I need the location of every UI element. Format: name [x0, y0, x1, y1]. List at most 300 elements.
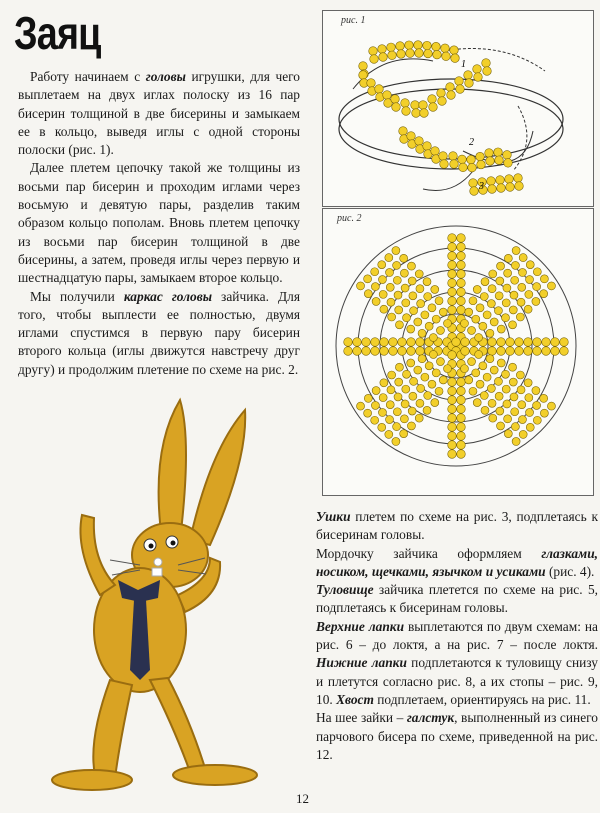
bead	[438, 97, 447, 106]
bead	[547, 282, 555, 290]
bead	[385, 430, 393, 438]
bead	[371, 401, 379, 409]
bead	[424, 49, 433, 58]
bead	[401, 400, 409, 408]
bead	[533, 347, 542, 356]
bead	[448, 351, 457, 360]
bead	[364, 409, 372, 417]
bead	[380, 347, 389, 356]
bead	[414, 41, 423, 50]
bead	[371, 347, 380, 356]
bead	[401, 99, 410, 108]
bead	[389, 338, 398, 347]
bead	[502, 385, 510, 393]
bead	[433, 50, 442, 59]
bead	[395, 321, 403, 329]
figure-1	[322, 10, 594, 207]
bead	[540, 275, 548, 283]
bead	[551, 347, 560, 356]
bead	[407, 262, 415, 270]
bead	[410, 377, 418, 385]
paragraph-body: Туловище зайчика плетется по схеме на рис. 5, подплетаясь к бисеринам головы.	[316, 582, 598, 616]
bead	[533, 416, 541, 424]
bead	[457, 279, 466, 288]
bead	[448, 396, 457, 405]
bead	[467, 155, 476, 164]
bead	[505, 175, 514, 184]
bead	[386, 401, 394, 409]
bead	[367, 79, 376, 88]
bead	[388, 313, 396, 321]
bead	[504, 159, 513, 168]
bead	[496, 407, 504, 415]
bead	[392, 437, 400, 445]
bead	[447, 91, 456, 100]
bead	[371, 338, 380, 347]
bead	[388, 371, 396, 379]
bead	[502, 299, 510, 307]
bead	[371, 283, 379, 291]
bead	[457, 378, 466, 387]
bead	[407, 422, 415, 430]
bead	[389, 347, 398, 356]
bead	[533, 401, 541, 409]
bead	[483, 311, 491, 319]
bead	[519, 254, 527, 262]
bead	[504, 254, 512, 262]
bead	[497, 338, 506, 347]
bead	[452, 338, 461, 347]
rabbit-right-foot	[173, 765, 257, 785]
bead	[378, 45, 387, 54]
beaded-rabbit-photo	[0, 380, 300, 810]
bead	[431, 147, 440, 156]
bead	[416, 399, 424, 407]
bead	[457, 270, 466, 279]
bead	[378, 423, 386, 431]
bead	[444, 365, 452, 373]
bead	[408, 277, 416, 285]
bead	[465, 376, 473, 384]
bead	[518, 416, 526, 424]
bead	[469, 297, 477, 305]
bead	[429, 103, 438, 112]
bead	[457, 288, 466, 297]
bead	[387, 43, 396, 52]
bead	[372, 387, 380, 395]
bead	[497, 262, 505, 270]
keyword-body: Туловище	[316, 582, 374, 598]
bead	[378, 261, 386, 269]
bead	[398, 347, 407, 356]
bead	[386, 268, 394, 276]
bead	[472, 315, 480, 323]
bead	[525, 290, 533, 298]
bead	[448, 405, 457, 414]
rabbit-left-ear	[159, 400, 186, 540]
bead	[416, 285, 424, 293]
bead	[496, 176, 505, 185]
bead	[400, 269, 408, 277]
bead	[457, 441, 466, 450]
bead	[416, 338, 425, 347]
bead	[457, 414, 466, 423]
bead	[490, 366, 498, 374]
bead	[489, 270, 497, 278]
bead	[473, 285, 481, 293]
bead	[432, 42, 441, 51]
bead	[409, 392, 417, 400]
bead	[532, 297, 540, 305]
bead	[475, 334, 483, 342]
bead	[402, 107, 411, 116]
bead	[475, 350, 483, 358]
bead	[420, 109, 429, 118]
bead	[470, 187, 479, 196]
paragraph-head-start: Работу начинаем с головы игрушки, для чего выплетаем на двух иглах полоску из 16 пар бисерин толщиной в две бисерины и замыкаем ее в кольцо, выведя иглы с одной стороны полоски (рис. 1).	[18, 69, 300, 158]
figure-2-label: рис. 2	[337, 213, 362, 224]
bead	[446, 83, 455, 92]
bead	[396, 42, 405, 51]
bead	[428, 380, 436, 388]
bead	[425, 362, 433, 370]
bead	[516, 371, 524, 379]
bead	[495, 156, 504, 165]
bead	[460, 319, 468, 327]
bead	[375, 85, 384, 94]
bead	[515, 338, 524, 347]
bead	[542, 347, 551, 356]
bead	[436, 358, 444, 366]
bead	[533, 338, 542, 347]
bead	[407, 325, 415, 333]
paragraph-face: Мордочку зайчика оформляем глазками, носиком, щечками, язычком и усиками (рис. 4).	[316, 545, 598, 579]
bead	[402, 299, 410, 307]
bead	[439, 152, 448, 161]
keyword-head: головы	[145, 69, 186, 84]
bead	[482, 59, 491, 68]
bead	[488, 347, 497, 356]
bead	[459, 163, 468, 172]
bead	[442, 52, 451, 61]
bead	[448, 261, 457, 270]
bead	[496, 277, 504, 285]
bead	[444, 319, 452, 327]
bead	[560, 338, 569, 347]
continuation-text-column	[316, 508, 598, 764]
bead	[371, 268, 379, 276]
bead	[393, 408, 401, 416]
bead	[406, 49, 415, 58]
bead	[410, 307, 418, 315]
bead	[344, 347, 353, 356]
bead	[391, 95, 400, 104]
bead	[488, 185, 497, 194]
bead	[448, 441, 457, 450]
step-number-2: 2	[469, 137, 474, 148]
bead	[551, 338, 560, 347]
keyword-face-parts: глазками, носиком, щечками, язычком и усиками	[316, 545, 598, 579]
bead	[457, 387, 466, 396]
bead	[473, 399, 481, 407]
bead	[383, 91, 392, 100]
bead	[476, 152, 485, 161]
paragraph-chain: Далее плетем цепочку такой же толщины из восьми пар бисерин и проходим иглами через восьмую и девятую пары, разделив таким образом кольцо пополам. Вновь плетем цепочку из восьми пар бисерин толщиной в две бисерины, а затем, проведя иглы через первую и шестнадцатую пары, замыкаем второе кольцо.	[18, 160, 300, 286]
bead	[393, 261, 401, 269]
bead	[524, 305, 532, 313]
bead	[415, 270, 423, 278]
bead	[517, 298, 525, 306]
bead	[497, 347, 506, 356]
bead	[511, 261, 519, 269]
bead	[457, 396, 466, 405]
bead	[424, 391, 432, 399]
bead	[465, 308, 473, 316]
bead	[353, 347, 362, 356]
bead	[409, 292, 417, 300]
bead	[518, 283, 526, 291]
bead	[468, 326, 476, 334]
bead	[408, 407, 416, 415]
bead	[481, 406, 489, 414]
intro-text-column	[18, 68, 300, 379]
bead	[418, 355, 426, 363]
bead	[395, 363, 403, 371]
bead	[448, 270, 457, 279]
bead	[357, 402, 365, 410]
keyword-tie: галстук	[406, 710, 455, 726]
bead	[504, 430, 512, 438]
bead	[380, 338, 389, 347]
bead	[400, 254, 408, 262]
bead	[378, 276, 386, 284]
rabbit-right-leg	[150, 678, 205, 772]
bead	[412, 109, 421, 118]
bead	[428, 95, 437, 104]
bead	[509, 378, 517, 386]
keyword-lower-paws: Нижние лапки	[316, 655, 407, 671]
bead	[503, 400, 511, 408]
bead	[448, 279, 457, 288]
paragraph-frame: Мы получили каркас головы зайчика. Для того, чтобы выплести ее полностью, двумя иглами спустимся в первую пару бисерин второго кольца (иглы движутся навстречу друг другу) и продолжим плетение по схеме на рис. 2.	[18, 288, 300, 377]
bead	[400, 415, 408, 423]
bead	[395, 306, 403, 314]
bead	[448, 432, 457, 441]
bead	[378, 408, 386, 416]
bead	[494, 307, 502, 315]
bead	[380, 379, 388, 387]
bead	[497, 422, 505, 430]
bead	[487, 177, 496, 186]
head-weaving-diagram	[323, 209, 593, 495]
bead	[480, 391, 488, 399]
bead	[407, 359, 415, 367]
bead	[353, 338, 362, 347]
bead	[465, 79, 474, 88]
bead	[370, 55, 379, 64]
bead	[387, 298, 395, 306]
bead	[510, 393, 518, 401]
keyword-upper-paws: Верхние лапки	[316, 618, 405, 634]
bead	[494, 377, 502, 385]
bead	[488, 399, 496, 407]
bead	[479, 362, 487, 370]
bead	[516, 313, 524, 321]
bead	[435, 297, 443, 305]
bead	[399, 127, 408, 136]
bead	[486, 157, 495, 166]
bead	[423, 406, 431, 414]
bead	[407, 132, 416, 141]
bead	[411, 101, 420, 110]
bead	[379, 53, 388, 62]
bead	[487, 384, 495, 392]
bead	[457, 405, 466, 414]
bead	[483, 67, 492, 76]
bead	[423, 278, 431, 286]
bead	[515, 347, 524, 356]
bead	[414, 366, 422, 374]
bead	[437, 89, 446, 98]
bead	[423, 41, 432, 50]
bead	[435, 387, 443, 395]
bead	[468, 358, 476, 366]
bead	[403, 370, 411, 378]
bead	[415, 414, 423, 422]
paragraph-paws: Верхние лапки выплетаются по двум схемам: на рис. 6 – до локтя, а на рис. 7 – после локтя. Нижние лапки подплетаются к туловищу снизу и плетутся согласно рис. 8, а их стопы – рис. 9, 10. Хвост подплетаем, ориентируясь на рис. 11.	[316, 618, 598, 707]
bead	[457, 234, 466, 243]
bead	[417, 384, 425, 392]
bead	[476, 304, 484, 312]
bead	[369, 47, 378, 56]
page-title: Заяц	[14, 7, 101, 59]
bead	[497, 325, 505, 333]
bead	[519, 430, 527, 438]
bead	[510, 291, 518, 299]
paragraph-ears: Ушки плетем по схеме на рис. 3, подплетаясь к бисеринам головы.	[316, 509, 598, 543]
bead	[436, 326, 444, 334]
bead	[469, 387, 477, 395]
bead	[560, 347, 569, 356]
bead	[501, 314, 509, 322]
bead	[497, 359, 505, 367]
bead	[509, 321, 517, 329]
bead	[456, 85, 465, 94]
bead	[400, 430, 408, 438]
bead	[485, 149, 494, 158]
bead	[386, 283, 394, 291]
bead	[460, 365, 468, 373]
bead	[526, 423, 534, 431]
bead	[440, 160, 449, 169]
bead	[429, 334, 437, 342]
bead	[417, 300, 425, 308]
bead	[448, 297, 457, 306]
bead	[488, 285, 496, 293]
bead	[448, 234, 457, 243]
bead	[474, 73, 483, 82]
bead	[441, 44, 450, 53]
bead	[457, 243, 466, 252]
rabbit-left-foot	[52, 770, 132, 790]
bead	[362, 347, 371, 356]
bead	[395, 378, 403, 386]
bead	[448, 378, 457, 387]
bead	[431, 285, 439, 293]
bead	[533, 268, 541, 276]
bead	[532, 387, 540, 395]
bead	[503, 284, 511, 292]
page-number: 12	[296, 791, 309, 806]
bead	[497, 184, 506, 193]
bead	[481, 278, 489, 286]
bead	[524, 338, 533, 347]
bead	[457, 432, 466, 441]
bead	[490, 318, 498, 326]
bead	[458, 155, 467, 164]
bead	[455, 77, 464, 86]
paragraph-tie: На шее зайки – галстук, выполненный из синего парчового бисера по схеме, приведенной на рис. 12.	[316, 710, 598, 762]
step-number-3: 3	[479, 181, 484, 192]
bead	[398, 338, 407, 347]
bead	[385, 254, 393, 262]
bead	[542, 338, 551, 347]
bead	[393, 423, 401, 431]
bead	[509, 306, 517, 314]
bead	[423, 142, 432, 151]
bead	[419, 101, 428, 110]
bead	[403, 314, 411, 322]
bead	[473, 65, 482, 74]
bead	[495, 292, 503, 300]
bead	[359, 62, 368, 71]
bead	[380, 305, 388, 313]
bead	[526, 276, 534, 284]
bead	[386, 416, 394, 424]
bead	[448, 450, 457, 459]
bead	[457, 297, 466, 306]
rabbit-left-leg	[93, 680, 132, 778]
bead	[418, 329, 426, 337]
bead	[407, 347, 416, 356]
bead	[495, 392, 503, 400]
bead	[439, 308, 447, 316]
bead	[469, 179, 478, 188]
bead	[450, 46, 459, 55]
bead	[511, 276, 519, 284]
bead	[540, 409, 548, 417]
bead	[480, 293, 488, 301]
bead	[450, 160, 459, 169]
bead	[448, 414, 457, 423]
bead	[448, 252, 457, 261]
bead	[486, 329, 494, 337]
bead	[509, 363, 517, 371]
bead	[515, 182, 524, 191]
bead	[392, 103, 401, 112]
bead	[397, 50, 406, 59]
bead	[432, 369, 440, 377]
bead	[526, 408, 534, 416]
bead	[525, 394, 533, 402]
bead	[506, 183, 515, 192]
bead	[387, 386, 395, 394]
bead	[457, 423, 466, 432]
bead	[451, 54, 460, 63]
bead	[379, 394, 387, 402]
bead	[524, 347, 533, 356]
bead	[511, 408, 519, 416]
